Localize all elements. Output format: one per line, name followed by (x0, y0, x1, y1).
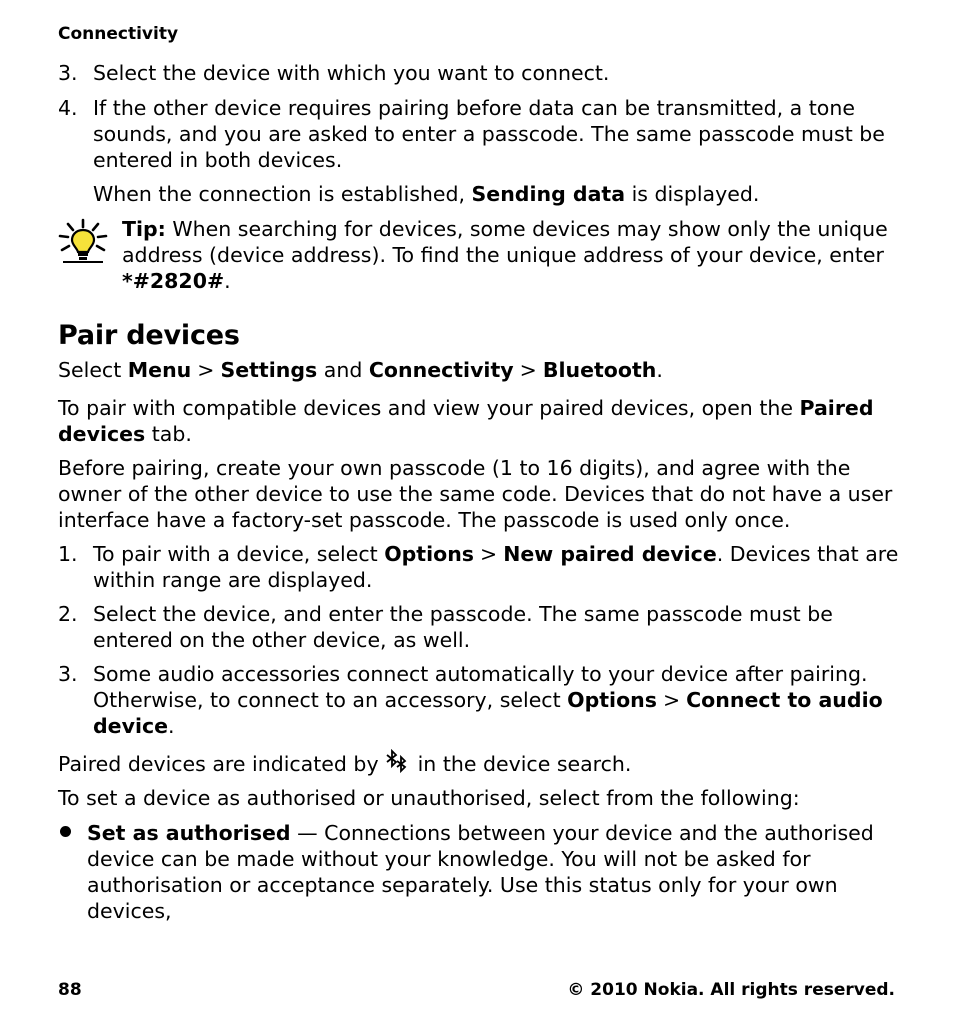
note-after: is displayed. (625, 182, 760, 206)
tip-body: When searching for devices, some devices may show only the unique address (device address). To find the unique address of your device, enter (122, 217, 888, 267)
list-number: 3. (58, 662, 78, 686)
menu-label: Menu (127, 358, 192, 382)
note-before: When the connection is established, (93, 182, 472, 206)
connect-audio-label: Connect to audio device (93, 688, 883, 738)
menu-path (58, 357, 908, 383)
list-item-text (93, 661, 893, 739)
list-number: 1. (58, 542, 78, 566)
list-item-text (93, 541, 903, 593)
bullet-icon (60, 826, 71, 837)
indicator-after: in the device search. (411, 752, 632, 776)
paired-tab-para (58, 395, 908, 447)
path-separator: > (197, 358, 215, 382)
tip-label: Tip: (122, 217, 166, 241)
list-item-text: If the other device requires pairing before data can be transmitted, a tone sounds, and you are asked to enter a passcode. The same passcode must be entered in both devices. (93, 96, 885, 172)
bullet-body: — Connections between your device and the authorised device can be made without your knowledge. You will not be asked for authorisation or acceptance separately. Use this status only for your own devices, (87, 821, 874, 923)
connection-note (93, 181, 903, 207)
settings-label: Settings (220, 358, 318, 382)
lightbulb-icon (58, 218, 108, 264)
new-paired-device-label: New paired device (503, 542, 717, 566)
list-number: 4. (58, 96, 78, 120)
list-item-text: Select the device with which you want to connect. (93, 61, 610, 85)
indicator-before: Paired devices are indicated by (58, 752, 386, 776)
tip-text (122, 216, 912, 294)
options-label: Options (384, 542, 475, 566)
path-end: . (656, 358, 663, 382)
bluetooth-label: Bluetooth (542, 358, 657, 382)
step-after: . (168, 714, 175, 738)
page-heading: Pair devices (58, 320, 240, 351)
paired-tab-after: tab. (145, 422, 192, 446)
passcode-para: Before pairing, create your own passcode (1 to 16 digits), and agree with the owner of the other device to use the same code. Devices that do not have a user interface have a factory-set passcode. The passcode is used only once. (58, 456, 893, 532)
page-number: 88 (58, 980, 82, 1000)
list-number: 3. (58, 61, 78, 85)
step-before: To pair with a device, select (93, 542, 385, 566)
paired-tab-before: To pair with compatible devices and view your paired devices, open the (58, 396, 800, 420)
path-separator: > (519, 358, 537, 382)
bullet-item-text (87, 820, 907, 924)
section-header: Connectivity (58, 24, 179, 44)
indicator-para (58, 749, 908, 777)
step-before: Some audio accessories connect automatically to your device after pairing. Otherwise, to connect to an accessory, select (93, 662, 868, 712)
path-separator: > (480, 542, 498, 566)
step-after: . Devices that are within range are displayed. (93, 542, 899, 592)
set-as-authorised-label: Set as authorised (87, 821, 291, 845)
and-word: and (323, 358, 363, 382)
copyright-notice: © 2010 Nokia. All rights reserved. (567, 980, 895, 1000)
list-number: 2. (58, 602, 78, 626)
select-word: Select (58, 358, 122, 382)
authorise-intro: To set a device as authorised or unauthorised, select from the following: (58, 786, 800, 810)
options-label: Options (567, 688, 657, 712)
paired-tab-bold: Paired devices (58, 396, 874, 446)
tip-code: *#2820# (122, 269, 225, 293)
path-separator: > (662, 688, 681, 712)
connectivity-label: Connectivity (368, 358, 514, 382)
note-bold: Sending data (471, 182, 626, 206)
tip-end: . (224, 269, 231, 293)
paired-bluetooth-icon (385, 749, 411, 775)
list-item-text: Select the device, and enter the passcode. The same passcode must be entered on the other device, as well. (93, 602, 833, 652)
